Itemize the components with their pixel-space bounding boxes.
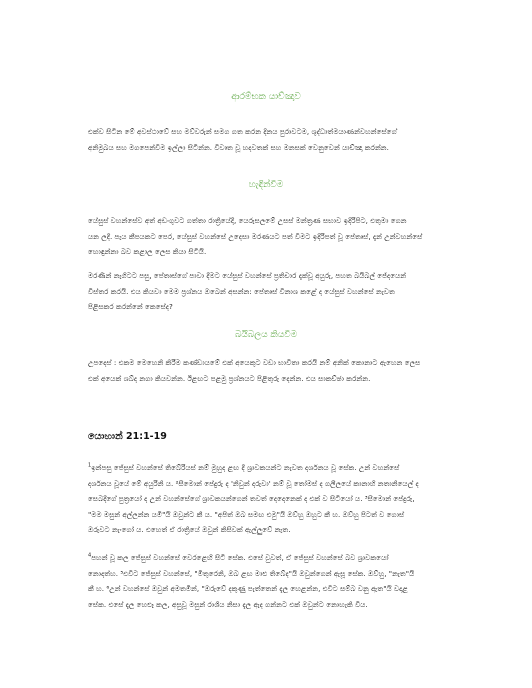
bible-reading-instructions: [88, 355, 446, 386]
paragraph-line: යන ලදී. පැය කීපයකට පෙර, යේසුස් වහන්සේ උදෙසා මරණයට පත් වීමට ඉදිරිපත් වූ පේතෘස්, දැන් උන්වහන්සේ: [88, 231, 423, 241]
scripture-line: [88, 581, 446, 597]
scripture-line: [88, 491, 446, 507]
verse-text: සේක. එසේ දැල හෙළූ කල, අසුවූ මසුන් රාශිය නිසා දැල ඇද ගන්නට එක් ඔවුන්ට නොහැකි විය.: [88, 599, 368, 609]
paragraph-line: අනිමුඛය සහ මගපෙන්වීම ඉල්ලා සිටින්න. විවෘත වූ හදවතක් සහ මනසක් වෙනුවෙන් යාච්ඤා කරන්න.: [88, 142, 389, 152]
scripture-line: [88, 507, 446, 523]
scripture-paragraph-1: [88, 460, 446, 538]
verse-text: දර්ශනය වූයේ මේ අයුරිනි ය. ²සීමොන් පේදුරු ද 'නිවුන් දරුවා' නම් වූ තෝමස් ද ගලීලයේ කානාහි නතානියෙල් ද: [88, 478, 419, 488]
scripture-line: [88, 550, 446, 566]
verse-text: පහන් වූ කල ජේසුස් වහන්සේ වෙරළෙහි සිටි සේක. එසේ වුවත්, ඒ ජේසුස් වහන්සේ බව ශ්‍රාවකයෝ: [91, 553, 389, 562]
paragraph-line: පිළිසකර කරන්නේ කෙසේද?: [88, 302, 173, 311]
introduction-paragraph-1: [88, 213, 446, 260]
paragraph-line: විස්තර කරයි. එය කියවා මෙම ප්‍රශ්නය ඔබෙන් අසන්න: පේතෘස් විනාශ කළේ ද යේසුස් වහන්සේ නැවත: [88, 286, 395, 296]
paragraph-line: මරණින් නැගිටට පසු, පේතෘස්ගේ පාවා දීමට යේසුස් වහන්සේ ප්‍රතිචාර දැක්වූ අයුරු, පහත බයිබල් ජේදයෙන්: [88, 271, 407, 280]
introduction-heading: හැඳින්වීම: [248, 180, 284, 190]
paragraph-line: හොඳුන්නා බව කළාල ලෙස කියා සිටියි.: [88, 247, 207, 256]
introduction-paragraph-2: [88, 268, 446, 315]
scripture-line: [88, 566, 446, 582]
verse-text: කී හ. ⁶උන් වහන්සේ ඔවුන් අමතමින්, "ඔරුවේ දකුණු පැත්තෙන් දැල හෙළන්න, එවිට සම්බ වනු ඇත"යි වදාළ: [88, 584, 408, 593]
scripture-line: [88, 476, 446, 492]
scripture-line: [88, 597, 446, 613]
scripture-line: [88, 460, 446, 476]
verse-text: ඔරුවට නැංගෝ ය. එහෙත් ඒ රාත්‍රියේ ඔවුන් කිසිවක් ඇල්ලුවේ නැත.: [88, 525, 291, 534]
verse-text: නොදත්හ. ⁵එවිට ජේසුස් වහන්සේ, "මිතුරෙනි, ඔබ ළඟ මාළු තිබේද"යි ඔවුන්ගෙන් ඇසූ සේක. ඔව්හු, "නැත"යි: [88, 568, 415, 578]
paragraph-line: උපදෙස් : එකම මෙහෙනි කිරීම කණ්ඩායමේ එක් අයෙකුට වඩා භාවිතා කරයි නම් අනික් කොනාට ඇහෙන ලෙස: [88, 358, 421, 367]
verse-text: සෙබදීගේ පුත්‍රයෝ ද උන් වහන්සේගේ ශ්‍රාවකයන්ගෙන් තවත් දෙදෙනෙක් ද එක් ව සිටියෝ ය. ³සීමොන් පේදුරු,: [88, 494, 415, 503]
scripture-line: [88, 522, 446, 538]
opening-prayer-paragraph: [88, 124, 446, 155]
scripture-paragraph-2: [88, 550, 446, 612]
verse-number: 4: [88, 552, 92, 559]
paragraph-line: එක්ව සිටින මේ අවස්ථාවේ සහ මව්වරුන් සමග ගත කරන දිනය පුරාවටම, ශුද්ධාත්මයාණන්වහන්සේගේ: [88, 127, 397, 136]
verse-text: ඉන්පසු ජේසුස් වහන්සේ තිබේරියස් නම් මුහුද ළඟ දී ශ්‍රාවකයන්ට නැවත දර්ශනය වූ සේක. උන් වහන්සේ: [91, 463, 400, 472]
paragraph-line: එක් අයෙක් ශබ්ද නගා කියවන්න. ඊළඟට පළමු ප්‍රශ්නයට පිළිතුරු දෙන්න. එය සාකච්ඡා කරන්න.: [88, 373, 371, 383]
opening-prayer-heading: ආරම්භක යාච්ඤාව: [231, 92, 301, 102]
paragraph-line: යේසුස් වහන්සේව අත් අඩංගුවට ගත්තා රාත්‍රියේදී, යෙරුසලමේ උසස් මන්ත්‍රණ සභාව ඉදිරිපිට, එතුමා ගෙන: [88, 216, 407, 225]
scripture-reference: යොහාන් 21:1-19: [88, 431, 167, 442]
verse-text: "මම මසුන් අල්ලන්න යමි"යි ඔවුන්ට කී ය. "අපිත් ඔබ සමඟ එමු"යි ඔව්හු ඔහුට කී හ. ඔව්හු පිටත් ව ගොස්: [88, 509, 405, 519]
verse-number: 1: [88, 462, 92, 469]
bible-reading-heading: බයිබලය කියවීම: [234, 330, 298, 340]
